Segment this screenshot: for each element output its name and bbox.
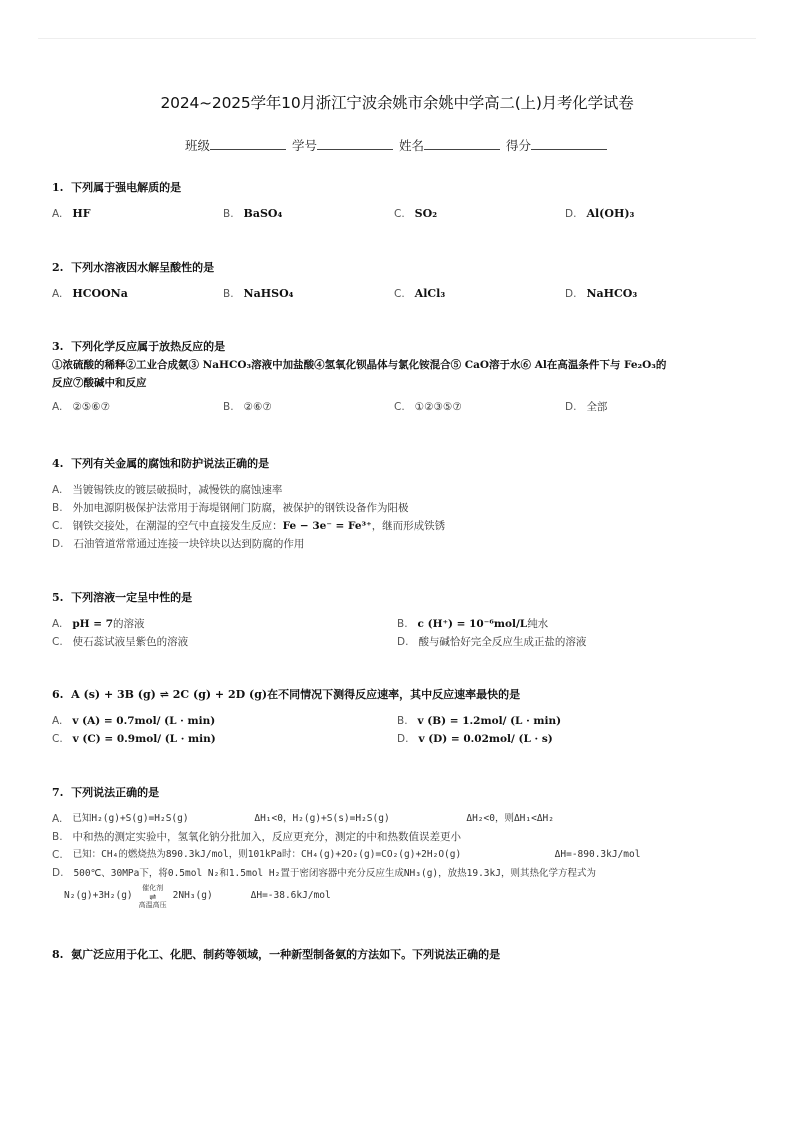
question-stem: 3. 下列化学反应属于放热反应的是 (52, 340, 226, 353)
question-6 (52, 686, 748, 748)
options (52, 615, 748, 651)
student-info-line (0, 136, 794, 154)
options (52, 712, 748, 748)
name-blank[interactable] (424, 137, 500, 150)
question-stem: 5. 下列溶液一定呈中性的是 (52, 591, 193, 604)
question-4 (52, 455, 748, 553)
options (52, 481, 748, 553)
question-condition-line-2: 反应⑦酸碱中和反应 (52, 377, 147, 389)
option-d[interactable]: D. 500℃、30MPa下，将0.5mol N₂和1.5mol H₂置于密闭容器中充分反应生成NH₃(g)，放热19.3kJ，则其热化学方程式为 (52, 867, 596, 879)
option-a[interactable]: A. HCOONa (52, 287, 128, 300)
question-2 (52, 259, 748, 302)
options (52, 399, 748, 415)
page-title: 2024~2025学年10月浙江宁波余姚市余姚中学高二(上)月考化学试卷 (160, 94, 634, 112)
option-d[interactable]: D. v (D) = 0.02mol/ (L · s) (397, 733, 553, 745)
options (52, 286, 748, 302)
option-a[interactable]: A. 当镀锡铁皮的镀层破损时，减慢铁的腐蚀速率 (52, 484, 283, 496)
option-a[interactable]: A. ②⑤⑥⑦ (52, 401, 110, 413)
option-d[interactable]: D. Al(OH)₃ (565, 207, 635, 220)
question-stem: 2. 下列水溶液因水解呈酸性的是 (52, 261, 215, 274)
question-stem: 4. 下列有关金属的腐蚀和防护说法正确的是 (52, 457, 270, 470)
option-a[interactable]: A. 已知H₂(g)+S(g)=H₂S(g) ΔH₁<0，H₂(g)+S(s)=H₂S(g) ΔH₂<0，则ΔH₁<ΔH₂ (52, 813, 554, 825)
question-8 (52, 946, 748, 964)
question-3 (52, 338, 748, 415)
option-b[interactable]: B. c (H⁺) = 10⁻⁶mol/L纯水 (397, 618, 549, 630)
question-1 (52, 179, 748, 222)
reversible-arrow: 催化剂 ⇌ 高温高压 (138, 883, 167, 909)
option-b[interactable]: B. v (B) = 1.2mol/ (L · min) (397, 715, 562, 727)
option-c[interactable]: C. 钢铁交接处，在潮湿的空气中直接发生反应：Fe − 3e⁻ = Fe³⁺，继而形成铁锈 (52, 520, 446, 532)
option-a[interactable]: A. HF (52, 207, 91, 220)
option-b[interactable]: B. 外加电源阴极保护法常用于海堤钢闸门防腐，被保护的钢铁设备作为阳极 (52, 502, 409, 514)
class-blank[interactable] (210, 137, 286, 150)
option-c[interactable]: C. 使石蕊试液呈紫色的溶液 (52, 636, 189, 648)
question-7 (52, 784, 748, 909)
option-d[interactable]: D. 全部 (565, 401, 608, 413)
question-condition-line-1: ①浓硫酸的稀释②工业合成氨③ NaHCO₃溶液中加盐酸④氢氧化钡晶体与氯化铵混合⑤ CaO溶于水⑥ Al在高温条件下与 Fe₂O₃的 (52, 359, 667, 371)
option-c[interactable]: C. ①②③⑤⑦ (394, 401, 462, 413)
question-5 (52, 589, 748, 651)
student-id-label: 学号 (291, 138, 317, 153)
option-b[interactable]: B. 中和热的测定实验中，氢氧化钠分批加入，反应更充分，测定的中和热数值误差更小 (52, 831, 462, 843)
student-id-blank[interactable] (317, 137, 393, 150)
option-a[interactable]: A. pH = 7的溶液 (52, 618, 145, 630)
score-blank[interactable] (531, 137, 607, 150)
score-label: 得分 (505, 138, 531, 153)
option-d[interactable]: D. NaHCO₃ (565, 287, 638, 300)
option-d[interactable]: D. 酸与碱恰好完全反应生成正盐的溶液 (397, 636, 587, 648)
options (52, 206, 748, 222)
option-c[interactable]: C. 已知：CH₄的燃烧热为890.3kJ/mol，则101kPa时：CH₄(g)+2O₂(g)=CO₂(g)+2H₂O(g) ΔH=-890.3kJ/mol (52, 849, 641, 861)
question-stem: 7. 下列说法正确的是 (52, 786, 160, 799)
option-b[interactable]: B. NaHSO₄ (223, 287, 294, 300)
question-stem: 8. 氨广泛应用于化工、化肥、制药等领域，一种新型制备氨的方法如下。下列说法正确的是 (52, 948, 501, 961)
page-top-rule (38, 38, 756, 39)
question-stem: 1. 下列属于强电解质的是 (52, 181, 182, 194)
name-label: 姓名 (398, 138, 424, 153)
option-c[interactable]: C. SO₂ (394, 207, 438, 220)
option-b[interactable]: B. ②⑥⑦ (223, 401, 272, 413)
options (52, 810, 748, 909)
option-c[interactable]: C. AlCl₃ (394, 287, 446, 300)
option-b[interactable]: B. BaSO₄ (223, 207, 283, 220)
option-a[interactable]: A. v (A) = 0.7mol/ (L · min) (52, 715, 216, 727)
thermochemical-equation: N₂(g)+3H₂(g) 催化剂 ⇌ 高温高压 2NH₃(g) ΔH=-38.6kJ/mol (64, 883, 331, 909)
option-c[interactable]: C. v (C) = 0.9mol/ (L · min) (52, 733, 216, 745)
option-d[interactable]: D. 石油管道常常通过连接一块锌块以达到防腐的作用 (52, 538, 305, 550)
question-stem: 6. A (s) + 3B (g) ⇌ 2C (g) + 2D (g)在不同情况下测得反应速率，其中反应速率最快的是 (52, 688, 521, 701)
class-label: 班级 (184, 138, 210, 153)
